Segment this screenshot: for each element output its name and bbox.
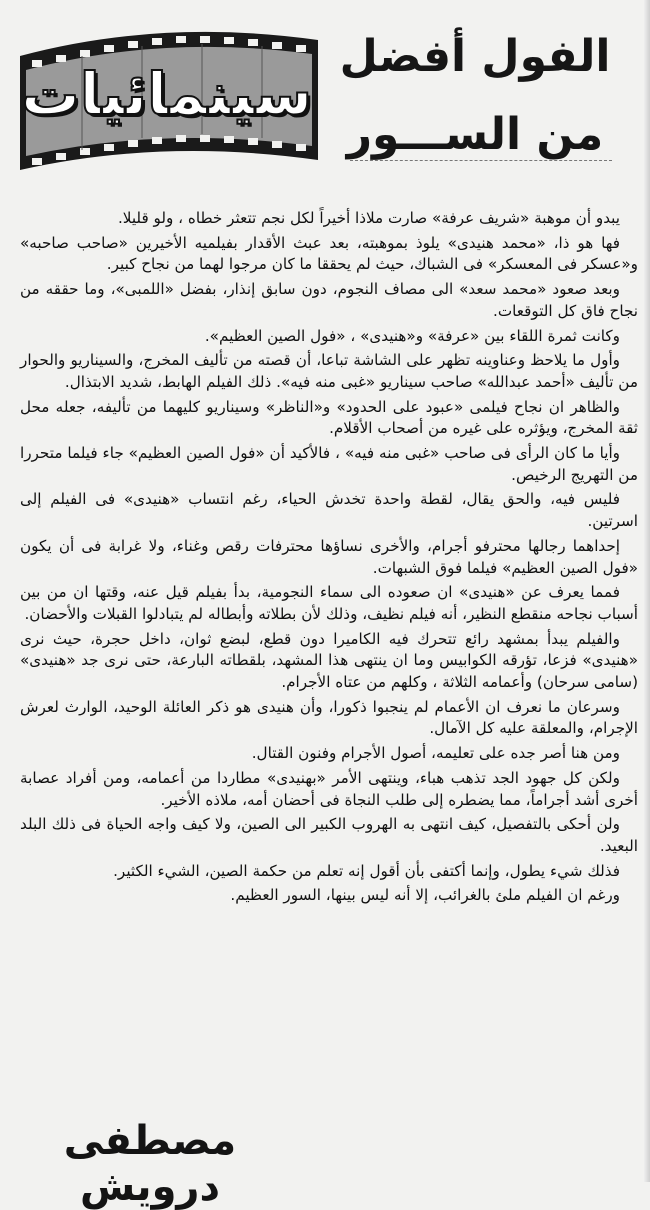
paragraph: فها هو ذا، «محمد هنيدى» يلوذ بموهبته، بعد عبث الأقدار بفيلميه الأخيرين «صاحب صاحبه» و«عسكر فى المعسكر» فى الشباك، حيث لم يحققا ما كان مرجوا لهما من نجاح كبير. <box>20 233 638 274</box>
section-logo-title: سينمائيات <box>21 60 312 128</box>
paragraph: وسرعان ما نعرف ان الأعمام لم ينجبوا ذكورا، وأن هنيدى هو ذكر العائلة الوحيد، الوارث لعرش الإجرام، والمعلقة عليه كل الآمال. <box>20 697 638 738</box>
paragraph: يبدو أن موهبة «شريف عرفة» صارت ملاذا أخيراً لكل نجم تتعثر خطاه ، ولو قليلا. <box>117 209 620 227</box>
paragraph: فذلك شيء يطول، وإنما أكتفى بأن أقول إنه تعلم من حكمة الصين، الشيء الكثير. <box>113 861 620 880</box>
paragraph: ومن هنا أصر جده على تعليمه، أصول الأجرام وفنون القتال. <box>251 744 620 763</box>
paragraph: وأول ما يلاحظ وعناوينه تظهر على الشاشة تباعا، أن قصته من تأليف المخرج، والسيناريو والحوار من تأليف «أحمد عبدالله» صاحب سيناريو «غبى منه فيه». ذلك الفيلم الهابط، شديد الابتذال. <box>20 351 638 391</box>
paragraph: ولن أحكى بالتفصيل، كيف انتهى به الهروب الكبير الى الصين، ولا كيف واجه الحياة فى ذلك البلد البعيد. <box>20 815 638 855</box>
headline-line-1: الفول أفضل <box>339 31 611 82</box>
headline <box>330 18 620 174</box>
paragraph: والظاهر ان نجاح فيلمى «عبود على الحدود» و«الناظر» وسيناريو كليهما من تأليفه، جعله محل ثقة المخرج، ويؤثره على غيره من أصحاب الأقلام. <box>20 397 638 438</box>
paragraph: وكانت ثمرة اللقاء بين «عرفة» و«هنيدى» ، «فول الصين العظيم». <box>204 326 620 345</box>
article-body <box>20 208 638 910</box>
headline-divider <box>350 160 612 161</box>
paragraph: وأيا ما كان الرأى فى صاحب «غبى منه فيه» ، فالأكيد أن «فول الصين العظيم» جاء فيلما متحررا من التهريج الرخيص. <box>20 444 638 484</box>
paragraph: ولكن كل جهود الجد تذهب هباء، وينتهى الأمر «بهنيدى» مطاردا من أعمامه، ومن أفراد عصابة أخرى أشد أجراماً، مما يضطره إلى طلب النجاة فى أحضان أمه، ملاذه الأخير. <box>20 768 638 809</box>
paragraph: والفيلم يبدأ بمشهد رائع تتحرك فيه الكاميرا دون قطع، لبضع ثوان، داخل حجرة، حيث نرى «هنيدى» فزعا، تؤرقه الكوابيس وما ان ينتهى هذا المشهد، بلقطاته البارعة، حتى نرى جد «هنيدى» (سامى سرحان) وأعمامه الثلاثة ، وكلهم من عتاه الأجرام. <box>20 629 638 692</box>
author-byline: مصطفى درويش <box>63 1118 237 1210</box>
paragraph: ورغم ان الفيلم ملئ بالغرائب، إلا أنه ليس بينها، السور العظيم. <box>230 886 620 905</box>
section-logo <box>12 10 328 182</box>
paragraph: فمما يعرف عن «هنيدى» ان صعوده الى سماء النجومية، بدأ بفيلم قيل عنه، وقتها ان من بين أسباب نجاحه منقطع النظير، أنه فيلم نظيف، وذلك لأن بطلاته وأبطاله لم يتبادلوا القبلات والأحضان. <box>20 583 638 623</box>
scan-edge <box>644 0 650 1182</box>
paragraph: إحداهما رجالها محترفو أجرام، والأخرى نساؤها محترفات رقص وغناء، ولا غرابة فى أن يكون «فول الصين العظيم» فيلما فوق الشبهات. <box>20 536 638 577</box>
headline-line-2: من الســـور <box>346 109 604 160</box>
paragraph: وبعد صعود «محمد سعد» الى مصاف النجوم، دون سابق إنذار، بفضل «اللمبى»، وما حققه من نجاح فاق كل التوقعات. <box>20 280 638 320</box>
paragraph: فليس فيه، والحق يقال، لقطة واحدة تخدش الحياء، رغم انتساب «هنيدى» فى الفيلم إلى اسرتين. <box>20 490 638 531</box>
